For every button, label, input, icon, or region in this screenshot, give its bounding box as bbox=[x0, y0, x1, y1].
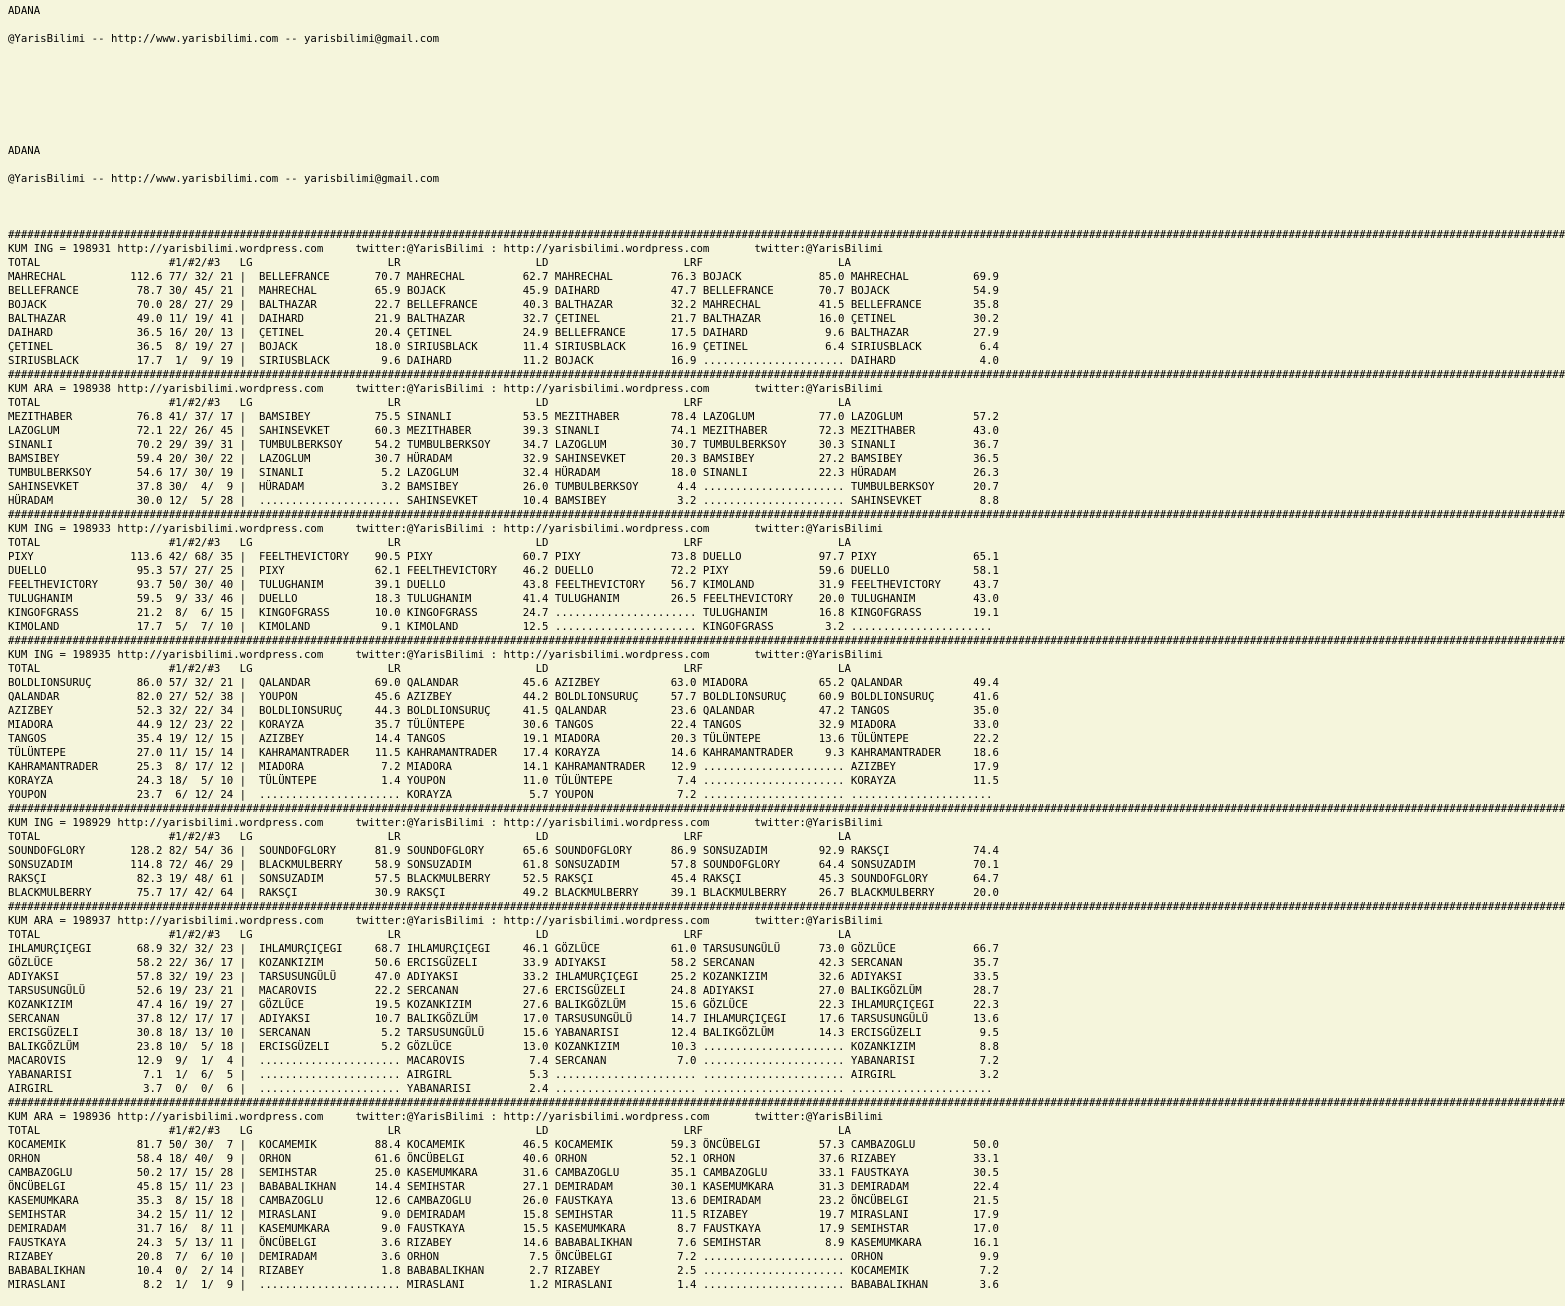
table-row: LAZOGLUM 72.1 22/ 26/ 45 | SAHINSEVKET 60.3 MEZITHABER 39.3 SINANLI 74.1 MEZITHABER 72.3 MEZITHABER 43.0 bbox=[8, 424, 999, 437]
table-row: MEZITHABER 76.8 41/ 37/ 17 | BAMSIBEY 75.5 SINANLI 53.5 MEZITHABER 78.4 LAZOGLUM 77.0 LAZOGLUM 57.2 bbox=[8, 410, 999, 423]
table-row: BABABALIKHAN 10.4 0/ 2/ 14 | RIZABEY 1.8 BABABALIKHAN 2.7 RIZABEY 2.5 ...................... KOCAMEMIK 7.2 bbox=[8, 1264, 999, 1277]
table-row: TÜLÜNTEPE 27.0 11/ 15/ 14 | KAHRAMANTRADER 11.5 KAHRAMANTRADER 17.4 KORAYZA 14.6 KAHRAMANTRADER 9.3 KAHRAMANTRADER 18.6 bbox=[8, 746, 999, 759]
column-header: TOTAL #1/#2/#3 LG LR LD LRF LA bbox=[8, 928, 851, 941]
city-title: ADANA bbox=[8, 4, 41, 17]
separator-line: ################################################################################################################################################################################################################################################## bbox=[8, 508, 1565, 521]
blank-line bbox=[8, 60, 1565, 74]
table-row: KASEMUMKARA 35.3 8/ 15/ 18 | CAMBAZOGLU 12.6 CAMBAZOGLU 26.0 FAUSTKAYA 13.6 DEMIRADAM 23.2 ÖNCÜBELGI 21.5 bbox=[8, 1194, 999, 1207]
table-row: TARSUSUNGÜLÜ 52.6 19/ 23/ 21 | MACAROVIS 22.2 SERCANAN 27.6 ERCISGÜZELI 24.8 ADIYAKSI 27.0 BALIKGÖZLÜM 28.7 bbox=[8, 984, 999, 997]
blank-line bbox=[8, 200, 1565, 214]
table-row: RAKSÇI 82.3 19/ 48/ 61 | SONSUZADIM 57.5 BLACKMULBERRY 52.5 RAKSÇI 45.4 RAKSÇI 45.3 SOUNDOFGLORY 64.7 bbox=[8, 872, 999, 885]
table-row: SIRIUSBLACK 17.7 1/ 9/ 19 | SIRIUSBLACK 9.6 DAIHARD 11.2 BOJACK 16.9 ...................... DAIHARD 4.0 bbox=[8, 354, 999, 367]
table-row: SEMIHSTAR 34.2 15/ 11/ 12 | MIRASLANI 9.0 DEMIRADAM 15.8 SEMIHSTAR 11.5 RIZABEY 19.7 MIRASLANI 17.9 bbox=[8, 1208, 999, 1221]
separator-line: ################################################################################################################################################################################################################################################## bbox=[8, 900, 1565, 913]
table-row: SINANLI 70.2 29/ 39/ 31 | TUMBULBERKSOY 54.2 TUMBULBERKSOY 34.7 LAZOGLUM 30.7 TUMBULBERKSOY 30.3 SINANLI 36.7 bbox=[8, 438, 999, 451]
column-header: TOTAL #1/#2/#3 LG LR LD LRF LA bbox=[8, 662, 851, 675]
column-header: TOTAL #1/#2/#3 LG LR LD LRF LA bbox=[8, 1124, 851, 1137]
table-row: SOUNDOFGLORY 128.2 82/ 54/ 36 | SOUNDOFGLORY 81.9 SOUNDOFGLORY 65.6 SOUNDOFGLORY 86.9 SONSUZADIM 92.9 RAKSÇI 74.4 bbox=[8, 844, 999, 857]
table-row: TULUGHANIM 59.5 9/ 33/ 46 | DUELLO 18.3 TULUGHANIM 41.4 TULUGHANIM 26.5 FEELTHEVICTORY 20.0 TULUGHANIM 43.0 bbox=[8, 592, 999, 605]
column-header: TOTAL #1/#2/#3 LG LR LD LRF LA bbox=[8, 830, 851, 843]
table-row: SERCANAN 37.8 12/ 17/ 17 | ADIYAKSI 10.7 BALIKGÖZLÜM 17.0 TARSUSUNGÜLÜ 14.7 IHLAMURÇIÇEGI 17.6 TARSUSUNGÜLÜ 13.6 bbox=[8, 1012, 999, 1025]
race-tables bbox=[8, 228, 1565, 1292]
table-row: YABANARISI 7.1 1/ 6/ 5 | ...................... AIRGIRL 5.3 ...................... ...................... AIRGIRL 3.2 bbox=[8, 1068, 999, 1081]
race-title: KUM ARA = 198936 http://yarisbilimi.wordpress.com twitter:@YarisBilimi : http://yarisbilimi.wordpress.com twitter:@YarisBilimi bbox=[8, 1110, 884, 1123]
table-row: QALANDAR 82.0 27/ 52/ 38 | YOUPON 45.6 AZIZBEY 44.2 BOLDLIONSURUÇ 57.7 BOLDLIONSURUÇ 60.9 BOLDLIONSURUÇ 41.6 bbox=[8, 690, 999, 703]
table-row: ADIYAKSI 57.8 32/ 19/ 23 | TARSUSUNGÜLÜ 47.0 ADIYAKSI 33.2 IHLAMURÇIÇEGI 25.2 KOZANKIZIM 32.6 ADIYAKSI 33.5 bbox=[8, 970, 999, 983]
table-row: ORHON 58.4 18/ 40/ 9 | ORHON 61.6 ÖNCÜBELGI 40.6 ORHON 52.1 ORHON 37.6 RIZABEY 33.1 bbox=[8, 1152, 999, 1165]
race-title: KUM ARA = 198938 http://yarisbilimi.wordpress.com twitter:@YarisBilimi : http://yarisbilimi.wordpress.com twitter:@YarisBilimi bbox=[8, 382, 884, 395]
table-row: RIZABEY 20.8 7/ 6/ 10 | DEMIRADAM 3.6 ORHON 7.5 ÖNCÜBELGI 7.2 ...................... ORHON 9.9 bbox=[8, 1250, 999, 1263]
race-title: KUM ING = 198935 http://yarisbilimi.wordpress.com twitter:@YarisBilimi : http://yarisbilimi.wordpress.com twitter:@YarisBilimi bbox=[8, 648, 884, 661]
table-row: BOJACK 70.0 28/ 27/ 29 | BALTHAZAR 22.7 BELLEFRANCE 40.3 BALTHAZAR 32.2 MAHRECHAL 41.5 BELLEFRANCE 35.8 bbox=[8, 298, 999, 311]
table-row: BELLEFRANCE 78.7 30/ 45/ 21 | MAHRECHAL 65.9 BOJACK 45.9 DAIHARD 47.7 BELLEFRANCE 70.7 BOJACK 54.9 bbox=[8, 284, 999, 297]
column-header: TOTAL #1/#2/#3 LG LR LD LRF LA bbox=[8, 256, 851, 269]
column-header: TOTAL #1/#2/#3 LG LR LD LRF LA bbox=[8, 536, 851, 549]
table-row: TUMBULBERKSOY 54.6 17/ 30/ 19 | SINANLI 5.2 LAZOGLUM 32.4 HÜRADAM 18.0 SINANLI 22.3 HÜRADAM 26.3 bbox=[8, 466, 999, 479]
table-row: KORAYZA 24.3 18/ 5/ 10 | TÜLÜNTEPE 1.4 YOUPON 11.0 TÜLÜNTEPE 7.4 ...................... KORAYZA 11.5 bbox=[8, 774, 999, 787]
table-row: DEMIRADAM 31.7 16/ 8/ 11 | KASEMUMKARA 9.0 FAUSTKAYA 15.5 KASEMUMKARA 8.7 FAUSTKAYA 17.9 SEMIHSTAR 17.0 bbox=[8, 1222, 999, 1235]
table-row: FAUSTKAYA 24.3 5/ 13/ 11 | ÖNCÜBELGI 3.6 RIZABEY 14.6 BABABALIKHAN 7.6 SEMIHSTAR 8.9 KASEMUMKARA 16.1 bbox=[8, 1236, 999, 1249]
table-row: KAHRAMANTRADER 25.3 8/ 17/ 12 | MIADORA 7.2 MIADORA 14.1 KAHRAMANTRADER 12.9 ...................... AZIZBEY 17.9 bbox=[8, 760, 999, 773]
table-row: BAMSIBEY 59.4 20/ 30/ 22 | LAZOGLUM 30.7 HÜRADAM 32.9 SAHINSEVKET 20.3 BAMSIBEY 27.2 BAMSIBEY 36.5 bbox=[8, 452, 999, 465]
table-row: HÜRADAM 30.0 12/ 5/ 28 | ...................... SAHINSEVKET 10.4 BAMSIBEY 3.2 ...................... SAHINSEVKET 8.8 bbox=[8, 494, 999, 507]
blank-line bbox=[8, 116, 1565, 130]
table-row: IHLAMURÇIÇEGI 68.9 32/ 32/ 23 | IHLAMURÇIÇEGI 68.7 IHLAMURÇIÇEGI 46.1 GÖZLÜCE 61.0 TARSUSUNGÜLÜ 73.0 GÖZLÜCE 66.7 bbox=[8, 942, 999, 955]
race-title: KUM ARA = 198937 http://yarisbilimi.wordpress.com twitter:@YarisBilimi : http://yarisbilimi.wordpress.com twitter:@YarisBilimi bbox=[8, 914, 884, 927]
separator-line: ################################################################################################################################################################################################################################################## bbox=[8, 802, 1565, 815]
table-row: DAIHARD 36.5 16/ 20/ 13 | ÇETINEL 20.4 ÇETINEL 24.9 BELLEFRANCE 17.5 DAIHARD 9.6 BALTHAZAR 27.9 bbox=[8, 326, 999, 339]
table-row: CAMBAZOGLU 50.2 17/ 15/ 28 | SEMIHSTAR 25.0 KASEMUMKARA 31.6 CAMBAZOGLU 35.1 CAMBAZOGLU 33.1 FAUSTKAYA 30.5 bbox=[8, 1166, 999, 1179]
table-row: SONSUZADIM 114.8 72/ 46/ 29 | BLACKMULBERRY 58.9 SONSUZADIM 61.8 SONSUZADIM 57.8 SOUNDOFGLORY 64.4 SONSUZADIM 70.1 bbox=[8, 858, 999, 871]
table-row: BALTHAZAR 49.0 11/ 19/ 41 | DAIHARD 21.9 BALTHAZAR 32.7 ÇETINEL 21.7 BALTHAZAR 16.0 ÇETINEL 30.2 bbox=[8, 312, 999, 325]
blank-line bbox=[8, 88, 1565, 102]
report-text bbox=[8, 4, 1565, 1306]
separator-line: ################################################################################################################################################################################################################################################## bbox=[8, 368, 1565, 381]
table-row: KINGOFGRASS 21.2 8/ 6/ 15 | KINGOFGRASS 10.0 KINGOFGRASS 24.7 ...................... TULUGHANIM 16.8 KINGOFGRASS 19.1 bbox=[8, 606, 999, 619]
table-row: AIRGIRL 3.7 0/ 0/ 6 | ...................... YABANARISI 2.4 ...................... ...................... ...................... bbox=[8, 1082, 993, 1095]
table-row: KOZANKIZIM 47.4 16/ 19/ 27 | GÖZLÜCE 19.5 KOZANKIZIM 27.6 BALIKGÖZLÜM 15.6 GÖZLÜCE 22.3 IHLAMURÇIÇEGI 22.3 bbox=[8, 998, 999, 1011]
contact-line: @YarisBilimi -- http://www.yarisbilimi.com -- yarisbilimi@gmail.com bbox=[8, 32, 440, 45]
table-row: YOUPON 23.7 6/ 12/ 24 | ...................... KORAYZA 5.7 YOUPON 7.2 ...................... ...................... bbox=[8, 788, 993, 801]
table-row: GÖZLÜCE 58.2 22/ 36/ 17 | KOZANKIZIM 50.6 ERCISGÜZELI 33.9 ADIYAKSI 58.2 SERCANAN 42.3 SERCANAN 35.7 bbox=[8, 956, 999, 969]
table-row: ÇETINEL 36.5 8/ 19/ 27 | BOJACK 18.0 SIRIUSBLACK 11.4 SIRIUSBLACK 16.9 ÇETINEL 6.4 SIRIUSBLACK 6.4 bbox=[8, 340, 999, 353]
table-row: MIADORA 44.9 12/ 23/ 22 | KORAYZA 35.7 TÜLÜNTEPE 30.6 TANGOS 22.4 TANGOS 32.9 MIADORA 33.0 bbox=[8, 718, 999, 731]
table-row: BALIKGÖZLÜM 23.8 10/ 5/ 18 | ERCISGÜZELI 5.2 GÖZLÜCE 13.0 KOZANKIZIM 10.3 ...................... KOZANKIZIM 8.8 bbox=[8, 1040, 999, 1053]
table-row: DUELLO 95.3 57/ 27/ 25 | PIXY 62.1 FEELTHEVICTORY 46.2 DUELLO 72.2 PIXY 59.6 DUELLO 58.1 bbox=[8, 564, 999, 577]
table-row: MIRASLANI 8.2 1/ 1/ 9 | ...................... MIRASLANI 1.2 MIRASLANI 1.4 ...................... BABABALIKHAN 3.6 bbox=[8, 1278, 999, 1291]
separator-line: ################################################################################################################################################################################################################################################## bbox=[8, 1096, 1565, 1109]
race-title: KUM ING = 198931 http://yarisbilimi.wordpress.com twitter:@YarisBilimi : http://yarisbilimi.wordpress.com twitter:@YarisBilimi bbox=[8, 242, 884, 255]
race-title: KUM ING = 198929 http://yarisbilimi.wordpress.com twitter:@YarisBilimi : http://yarisbilimi.wordpress.com twitter:@YarisBilimi bbox=[8, 816, 884, 829]
race-title: KUM ING = 198933 http://yarisbilimi.wordpress.com twitter:@YarisBilimi : http://yarisbilimi.wordpress.com twitter:@YarisBilimi bbox=[8, 522, 884, 535]
table-row: KIMOLAND 17.7 5/ 7/ 10 | KIMOLAND 9.1 KIMOLAND 12.5 ...................... KINGOFGRASS 3.2 ...................... bbox=[8, 620, 993, 633]
city-title: ADANA bbox=[8, 144, 41, 157]
table-row: PIXY 113.6 42/ 68/ 35 | FEELTHEVICTORY 90.5 PIXY 60.7 PIXY 73.8 DUELLO 97.7 PIXY 65.1 bbox=[8, 550, 999, 563]
contact-line: @YarisBilimi -- http://www.yarisbilimi.com -- yarisbilimi@gmail.com bbox=[8, 172, 440, 185]
table-row: ÖNCÜBELGI 45.8 15/ 11/ 23 | BABABALIKHAN 14.4 SEMIHSTAR 27.1 DEMIRADAM 30.1 KASEMUMKARA 31.3 DEMIRADAM 22.4 bbox=[8, 1180, 999, 1193]
table-row: FEELTHEVICTORY 93.7 50/ 30/ 40 | TULUGHANIM 39.1 DUELLO 43.8 FEELTHEVICTORY 56.7 KIMOLAND 31.9 FEELTHEVICTORY 43.7 bbox=[8, 578, 999, 591]
table-row: AZIZBEY 52.3 32/ 22/ 34 | BOLDLIONSURUÇ 44.3 BOLDLIONSURUÇ 41.5 QALANDAR 23.6 QALANDAR 47.2 TANGOS 35.0 bbox=[8, 704, 999, 717]
table-row: ERCISGÜZELI 30.8 18/ 13/ 10 | SERCANAN 5.2 TARSUSUNGÜLÜ 15.6 YABANARISI 12.4 BALIKGÖZLÜM 14.3 ERCISGÜZELI 9.5 bbox=[8, 1026, 999, 1039]
table-row: SAHINSEVKET 37.8 30/ 4/ 9 | HÜRADAM 3.2 BAMSIBEY 26.0 TUMBULBERKSOY 4.4 ...................... TUMBULBERKSOY 20.7 bbox=[8, 480, 999, 493]
table-row: KOCAMEMIK 81.7 50/ 30/ 7 | KOCAMEMIK 88.4 KOCAMEMIK 46.5 KOCAMEMIK 59.3 ÖNCÜBELGI 57.3 CAMBAZOGLU 50.0 bbox=[8, 1138, 999, 1151]
table-row: BOLDLIONSURUÇ 86.0 57/ 32/ 21 | QALANDAR 69.0 QALANDAR 45.6 AZIZBEY 63.0 MIADORA 65.2 QALANDAR 49.4 bbox=[8, 676, 999, 689]
table-row: BLACKMULBERRY 75.7 17/ 42/ 64 | RAKSÇI 30.9 RAKSÇI 49.2 BLACKMULBERRY 39.1 BLACKMULBERRY 26.7 BLACKMULBERRY 20.0 bbox=[8, 886, 999, 899]
table-row: MAHRECHAL 112.6 77/ 32/ 21 | BELLEFRANCE 70.7 MAHRECHAL 62.7 MAHRECHAL 76.3 BOJACK 85.0 MAHRECHAL 69.9 bbox=[8, 270, 999, 283]
column-header: TOTAL #1/#2/#3 LG LR LD LRF LA bbox=[8, 396, 851, 409]
separator-line: ################################################################################################################################################################################################################################################## bbox=[8, 228, 1565, 241]
separator-line: ################################################################################################################################################################################################################################################## bbox=[8, 634, 1565, 647]
table-row: TANGOS 35.4 19/ 12/ 15 | AZIZBEY 14.4 TANGOS 19.1 MIADORA 20.3 TÜLÜNTEPE 13.6 TÜLÜNTEPE 22.2 bbox=[8, 732, 999, 745]
table-row: MACAROVIS 12.9 9/ 1/ 4 | ...................... MACAROVIS 7.4 SERCANAN 7.0 ...................... YABANARISI 7.2 bbox=[8, 1054, 999, 1067]
